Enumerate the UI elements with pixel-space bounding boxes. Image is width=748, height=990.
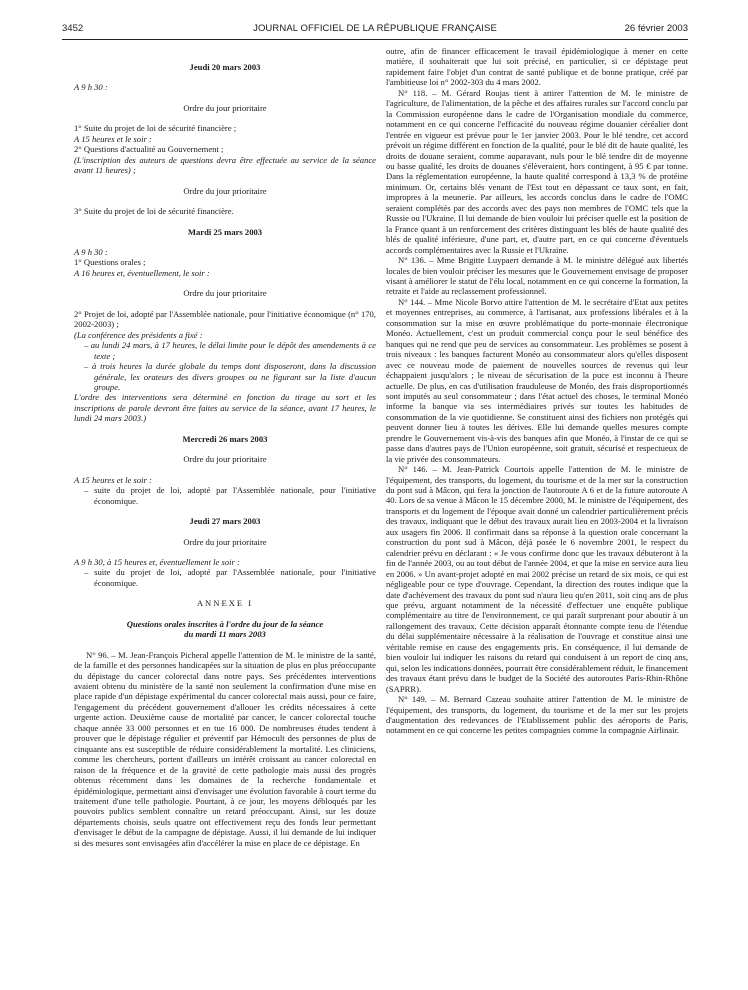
page-number: 3452 bbox=[62, 23, 84, 34]
annex-subtitle: Questions orales inscrites à l'ordre du jour de la séance du mardi 11 mars 2003 bbox=[126, 618, 324, 640]
annex-title: ANNEXE I bbox=[196, 598, 254, 609]
issue-date: 26 février 2003 bbox=[624, 23, 688, 34]
section-title: Jeudi 27 mars 2003 bbox=[189, 516, 261, 527]
question-96-continued: outre, afin de financer efficacement le travail épidémiologique à mener en cette matière, il souhaiterait que lui soit précisé, en particulier, si ce dépistage peut rapidement faire l'objet d'un contrat de santé publique et de bonne pratique, créé par l'ambitieuse loi n° 2002-303 du 4 mars 2002. bbox=[386, 46, 688, 88]
question-146: N° 146. – M. Jean-Patrick Courtois appelle l'attention de M. le ministre de l'équipement, des transports, du logement, du tourisme et de la mer sur la construction du pont sud à Mâcon, qui fera la jonction de l'autoroute A 6 et de la future autoroute A 40. Lors de sa venue à Mâcon le 15 décembre 2000, M. le ministre de l'équipement, des transports et du logement de l'époque avait donné un calendrier particulièrement précis des travaux, indiquant que le début des travaux aurait lieu en 2003-2004 et la livraison aux usagers fin 2006. Il confirmait dans sa réponse à la question orale concernant la construction du pont sud à Mâcon, déjà posée le 6 novembre 2001, le respect du calendrier prévu en déclarant : « Je vous confirme donc que les travaux débuteront à la fin de l'année 2003, ou au tout début de l'année 2004, et que la mise en service aura lieu en 2006. » Un avant-projet adopté en mai 2002 précise un retard de six mois, ce qui est négligeable pour ce type d'ouvrage. Cependant, la direction des routes indique que la date d'achèvement des travaux du pont sud n'aura lieu qu'en 2011, soit cinq ans de plus que prévu, arguant notamment de la nécessité d'effectuer une enquête publique complémentaire au titre de l'environnement, ce qui paraît surprenant pour aboutir à un rallongement des travaux. Cette décision apparaît étonnante compte tenu de l'étendue du délai supplémentaire nécessaire à la réalisation de l'ouvrage et constitue ainsi une véritable remise en cause des engagements pris. En conséquence, il lui demande de bien vouloir lui indiquer les raisons du retard qui conduisent à un report de cinq ans, qui, selon les indications données, pourrait être considérablement réduit, le financement des travaux étant prévu dans le budget de la Société des autoroutes Paris-Rhin-Rhône (SAPRR). bbox=[386, 464, 688, 694]
page-header bbox=[62, 23, 688, 37]
question-149: N° 149. – M. Bernard Cazeau souhaite attirer l'attention de M. le ministre de l'équipement, des transports, du logement, du tourisme et de la mer sur les projets d'augmentation des redevances de l'Etablissement public des aéroports de Paris, notamment en ce qui concerne les petites compagnies comme la compagnie Airlinair. bbox=[386, 694, 688, 736]
section-title: Mardi 25 mars 2003 bbox=[187, 226, 263, 237]
agenda-note: L'ordre des interventions sera déterminé en fonction du tirage au sort et les inscriptions de parole devront être faites au service de la séance, avant 17 heures, le lundi 24 mars 2003.) bbox=[74, 392, 376, 424]
question-136: N° 136. – Mme Brigitte Luypaert demande à M. le ministre délégué aux libertés locales de bien vouloir préciser les mesures que le Gouvernement envisage de proposer visant à améliorer le statut de l'élu local, notamment en ce qui concerne la formation, la retraite et l'aide au reclassement professionnel. bbox=[386, 255, 688, 297]
agenda-heading: Ordre du jour prioritaire bbox=[183, 185, 267, 196]
session-time: A 15 heures et le soir : bbox=[74, 474, 152, 485]
agenda-item: 1° Questions orales ; bbox=[74, 257, 146, 268]
section-title: Mercredi 26 mars 2003 bbox=[182, 433, 268, 444]
question-96: N° 96. – M. Jean-François Picheral appelle l'attention de M. le ministre de la santé, de la famille et des personnes handicapées sur la situation de plus en plus préoccupante du dépistage du cancer colorectal dans notre pays. Ses précédentes interventions avaient obtenu du ministère de la santé non seulement la confirmation d'une mise en place rapide d'un dépistage expérimental du cancer colorectal mais aussi, pour ce faire, l'engagement du précédent gouvernement d'allouer les crédits nécessaires à cette urgente action. Deuxième cause de mortalité par cancer, le cancer colorectal touche chaque année 33 000 personnes et en tue 16 000. De nombreuses études tendent à prouver que le dépistage régulier et préventif par Hémocult des personnes de plus de cinquante ans est susceptible de réduire considérablement la mortalité. Les cliniciens, comme les chercheurs, portent d'ailleurs un intérêt croissant au cancer colorectal en raison de la fréquence et de la gravité de cette pathologie mais aussi des progrès obtenus récemment dans les domaines de la recherche fondamentale et épidémiologique, permettant ainsi d'envisager une évolution favorable à court terme du traitement d'une telle pathologie. Pourtant, à ce jour, les moyens débloqués par les pouvoirs publics semblent connaître un retard préoccupant. Ainsi, sur les douze départements choisis, seuls quatre ont effectivement reçu des fonds leur permettant d'envisager le début de la campagne de dépistage. Aussi, il lui demande de lui indiquer si des mesures sont envisagées afin d'accélérer la mise en place de ce dépistage. En bbox=[74, 649, 376, 848]
agenda-heading: Ordre du jour prioritaire bbox=[183, 288, 267, 299]
agenda-item: 2° Projet de loi, adopté par l'Assemblée nationale, pour l'initiative économique (n° 170, 2002-2003) ; bbox=[74, 308, 376, 330]
agenda-heading: Ordre du jour prioritaire bbox=[183, 454, 267, 465]
agenda-note: – au lundi 24 mars, à 17 heures, le délai limite pour le dépôt des amendements à ce texte ; bbox=[84, 340, 376, 361]
session-time: A 9 h 30 : bbox=[74, 246, 108, 257]
agenda-item: 2° Questions d'actualité au Gouvernement ; bbox=[74, 144, 224, 155]
agenda-note: (L'inscription des auteurs de questions devra être effectuée au service de la séance avant 11 heures) ; bbox=[74, 154, 376, 176]
session-time: A 9 h 30, à 15 heures et, éventuellement le soir : bbox=[74, 556, 240, 567]
section-title: Jeudi 20 mars 2003 bbox=[189, 62, 261, 72]
agenda-heading: Ordre du jour prioritaire bbox=[183, 102, 267, 113]
session-time: A 15 heures et le soir : bbox=[74, 133, 152, 144]
agenda-item: – suite du projet de loi, adopté par l'Assemblée nationale, pour l'initiative économique. bbox=[84, 485, 376, 506]
journal-title: JOURNAL OFFICIEL DE LA RÉPUBLIQUE FRANÇAISE bbox=[253, 23, 497, 34]
agenda-item: – suite du projet de loi, adopté par l'Assemblée nationale, pour l'initiative économique. bbox=[84, 567, 376, 588]
agenda-note: – à trois heures la durée globale du temps dont disposeront, dans la discussion générale, les orateurs des divers groupes ou ne figurant sur la liste d'aucun groupe. bbox=[84, 361, 376, 392]
header-rule bbox=[62, 39, 688, 40]
agenda-item: 3° Suite du projet de loi de sécurité financière. bbox=[74, 206, 234, 217]
session-time: A 16 heures et, éventuellement, le soir : bbox=[74, 267, 210, 278]
left-column bbox=[74, 46, 376, 848]
agenda-item: 1° Suite du projet de loi de sécurité financière ; bbox=[74, 123, 237, 134]
question-144: N° 144. – Mme Nicole Borvo attire l'attention de M. le secrétaire d'Etat aux petites et moyennes entreprises, au commerce, à l'artisanat, aux professions libérales et à la consommation sur la mise en œuvre problématique du porte-monnaie électronique Monéo. Actuellement, c'est un produit commercial conçu pour le seul bénéfice des banques qui ne rend que peu de services au consommateur. Les problèmes se posent à trois niveaux : les banques facturent Monéo au consommateur alors qu'elles disposent avec ce nouveau mode de paiement de nouvelles sources de revenus qui leur échappaient jusqu'alors ; le niveau de sécurisation de la puce est inconnu à l'heure actuelle. De plus, en cas d'utilisation frauduleuse de Monéo, des frais disproportionnés sont imputés au seul consommateur ; dans l'état actuel des choses, le terminal Monéo informe la banque via ses intermédiaires privés sur toutes les habitudes de consommation de la vie quotidienne. Se constituent ainsi des fichiers non protégés qui peuvent donner lieu à toutes les dérives. Elle lui demande quelles mesures compte prendre le Gouvernement vis-à-vis des banques afin que Monéo, à l'instar de ce qui se passe dans d'autres pays de l'Union européenne, soit gratuit, sécurisé et respectueux de la vie privée des consommateurs. bbox=[386, 296, 688, 464]
agenda-heading: Ordre du jour prioritaire bbox=[183, 536, 267, 547]
right-column bbox=[386, 46, 688, 736]
agenda-note: (La conférence des présidents a fixé : bbox=[74, 329, 203, 340]
session-time: A 9 h 30 : bbox=[74, 82, 108, 93]
question-118: N° 118. – M. Gérard Roujas tient à attirer l'attention de M. le ministre de l'agriculture, de l'alimentation, de la pêche et des affaires rurales sur l'accord conclu par la Commission européenne dans le cadre de l'Organisation mondiale du commerce, notamment en ce qui concerne l'efficacité du nouveau régime douanier céréalier dont l'entrée en vigueur est prévue pour le 1er janvier 2003. Pour le blé tendre, cet accord prévoit un régime différent en fonction de la qualité, pour le blé dit de haute qualité, les droits de douane seraient, comme auparavant, nuls pour le blé tendre dit de moyenne ou basse qualité, les droits de douanes s'élèveraient, hors contingent, à 95 € par tonne. Dans la réglementation européenne, la haute qualité correspond à 13,3 % de protéine minimum. Or, certains blés venant de l'Est tout en dépassant ce taux sont, en fait, impropres à la meunerie. Par ailleurs, les accords conclus dans le cadre de l'OMC seraient complétés par des accords avec des pays non membres de l'OMC tels que la Russie ou l'Ukraine. Il lui demande de bien vouloir lui préciser quelle est la position de la France quant à un renforcement des critères distinguant les blés de haute qualité des blés de qualité inférieure, d'une part, et, d'autre part, en ce qui concerne d'éventuels accords complémentaires avec la Russie et l'Ukraine. bbox=[386, 87, 688, 255]
